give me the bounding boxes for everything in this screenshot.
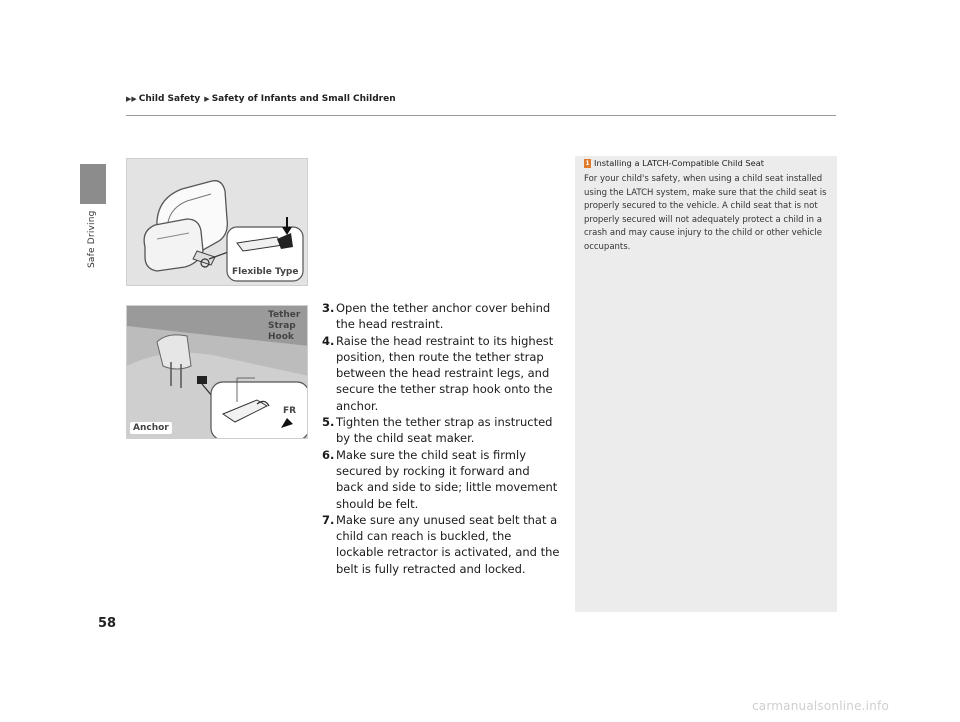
tether-label-line1: Tether xyxy=(268,310,301,320)
flexible-type-label: Flexible Type xyxy=(232,267,299,277)
breadcrumb-level2[interactable]: Safety of Infants and Small Children xyxy=(211,94,396,104)
watermark: carmanualsonline.info xyxy=(752,699,889,713)
step-number: 3. xyxy=(322,301,335,315)
step-item xyxy=(322,333,560,414)
step-item xyxy=(322,447,560,512)
section-tab xyxy=(80,164,106,204)
step-item xyxy=(322,414,560,447)
step-number: 7. xyxy=(322,512,335,527)
section-label: Safe Driving xyxy=(87,210,97,268)
breadcrumb-arrow-icon: ▶ xyxy=(204,95,210,103)
step-number: 4. xyxy=(322,333,335,348)
breadcrumb-arrow-icon: ▶▶ xyxy=(126,95,137,103)
breadcrumb xyxy=(126,94,400,104)
note-title-text: Installing a LATCH-Compatible Child Seat xyxy=(594,158,765,168)
step-number: 5. xyxy=(322,415,335,430)
step-text: Make sure any unused seat belt that a child can reach is buckled, the lockable retractor is activated, and the belt is fully retracted and locked. xyxy=(336,512,560,576)
note-title xyxy=(584,158,764,168)
breadcrumb-level1[interactable]: Child Safety xyxy=(138,94,201,104)
note-flag-icon: 1 xyxy=(585,159,590,167)
step-item xyxy=(322,300,560,333)
step-item xyxy=(322,512,560,577)
tether-anchor-figure xyxy=(126,305,308,439)
child-seat-figure xyxy=(126,158,308,286)
page-number: 58 xyxy=(98,616,117,631)
fr-label: FR xyxy=(283,406,297,416)
step-text: Open the tether anchor cover behind the head restraint. xyxy=(336,301,551,332)
step-text: Tighten the tether strap as instructed by the child seat maker. xyxy=(336,415,553,446)
step-text: Make sure the child seat is firmly secured by rocking it forward and back and side to side; little movement should be felt. xyxy=(336,447,558,511)
tether-label-line2: Strap xyxy=(268,321,296,331)
step-number: 6. xyxy=(322,447,335,462)
step-text: Raise the head restraint to its highest position, then route the tether strap between the head restraint legs, and secure the tether strap hook onto the anchor. xyxy=(336,333,554,413)
header-rule xyxy=(126,115,836,116)
instruction-steps xyxy=(322,300,560,577)
anchor-label: Anchor xyxy=(130,422,172,434)
note-body: For your child's safety, when using a child seat installed using the LATCH system, make sure that the child seat is properly secured to the vehicle. A child seat that is not properly secured will not adequately protect a child in a crash and may cause injury to the child or other vehicle occupants. xyxy=(584,174,827,252)
tether-label-line3: Hook xyxy=(268,332,294,342)
